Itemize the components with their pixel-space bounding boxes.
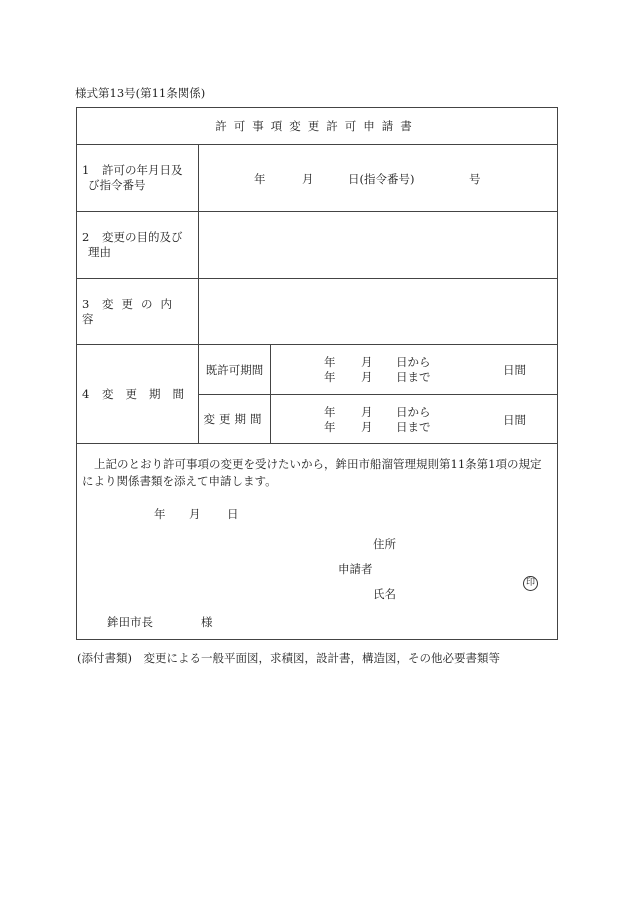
address-label: 住所 <box>373 537 396 551</box>
row2-label <box>77 212 199 279</box>
changed-year2: 年 <box>324 420 336 434</box>
form-title: 許可事項変更許可申請書 <box>77 108 558 145</box>
row4-label-text: 変更期間 <box>102 386 196 401</box>
changed-year1: 年 <box>324 405 336 419</box>
row4-number: 4 <box>82 386 90 401</box>
declaration-text: 上記のとおり許可事項の変更を受けたいから，鉾田市船溜管理規則第11条第1項の規定により関係書類を添えて申請します。 <box>82 457 542 488</box>
existing-until: 日まで <box>396 370 431 384</box>
row2-label-line2: 理由 <box>88 245 111 259</box>
existing-period-cell[interactable] <box>271 345 558 395</box>
row4-label <box>77 345 199 444</box>
row2-number: 2 <box>82 230 90 244</box>
changed-month2: 月 <box>361 420 373 434</box>
existing-month2: 月 <box>361 370 373 384</box>
changed-month1: 月 <box>361 405 373 419</box>
seal-mark-icon: 印 <box>523 576 538 591</box>
row1-label <box>77 145 199 212</box>
honorific: 様 <box>201 615 213 629</box>
changed-days: 日間 <box>503 413 526 427</box>
existing-from: 日から <box>396 355 431 369</box>
row3-label <box>77 279 199 345</box>
row3-label-text: 変更の内容 <box>82 296 180 326</box>
applicant-label: 申請者 <box>338 562 373 576</box>
declaration-cell <box>77 444 558 640</box>
existing-period-label: 既許可期間 <box>199 345 271 395</box>
row1-value-cell[interactable] <box>199 145 558 212</box>
existing-year1: 年 <box>324 355 336 369</box>
row3-value-cell[interactable] <box>199 279 558 345</box>
application-form-table <box>76 107 558 640</box>
row1-day-directive: 日(指令番号) <box>348 172 415 186</box>
declaration-month: 月 <box>189 507 201 521</box>
declaration-day: 日 <box>227 507 239 521</box>
changed-period-cell[interactable] <box>271 395 558 444</box>
changed-period-label-text: 変更期間 <box>203 412 266 426</box>
row1-label-line2: び指令番号 <box>88 178 146 192</box>
row3-number: 3 <box>82 296 90 311</box>
changed-from: 日から <box>396 405 431 419</box>
changed-period-label <box>199 395 271 444</box>
existing-year2: 年 <box>324 370 336 384</box>
row2-value-cell[interactable] <box>199 212 558 279</box>
addressee: 鉾田市長 <box>107 615 153 629</box>
row1-label-line1: 許可の年月日及 <box>102 163 183 177</box>
attachment-note: (添付書類) 変更による一般平面図，求積図，設計書，構造図，その他必要書類等 <box>77 651 500 665</box>
existing-days: 日間 <box>503 363 526 377</box>
changed-until: 日まで <box>396 420 431 434</box>
row1-month: 月 <box>302 172 314 186</box>
existing-month1: 月 <box>361 355 373 369</box>
row1-number-suffix: 号 <box>469 172 481 186</box>
row1-number: 1 <box>82 163 90 177</box>
name-label: 氏名 <box>373 587 396 601</box>
row1-year: 年 <box>254 172 266 186</box>
form-number: 様式第13号(第11条関係) <box>75 86 206 100</box>
declaration-year: 年 <box>154 507 166 521</box>
row2-label-line1: 変更の目的及び <box>102 230 183 244</box>
